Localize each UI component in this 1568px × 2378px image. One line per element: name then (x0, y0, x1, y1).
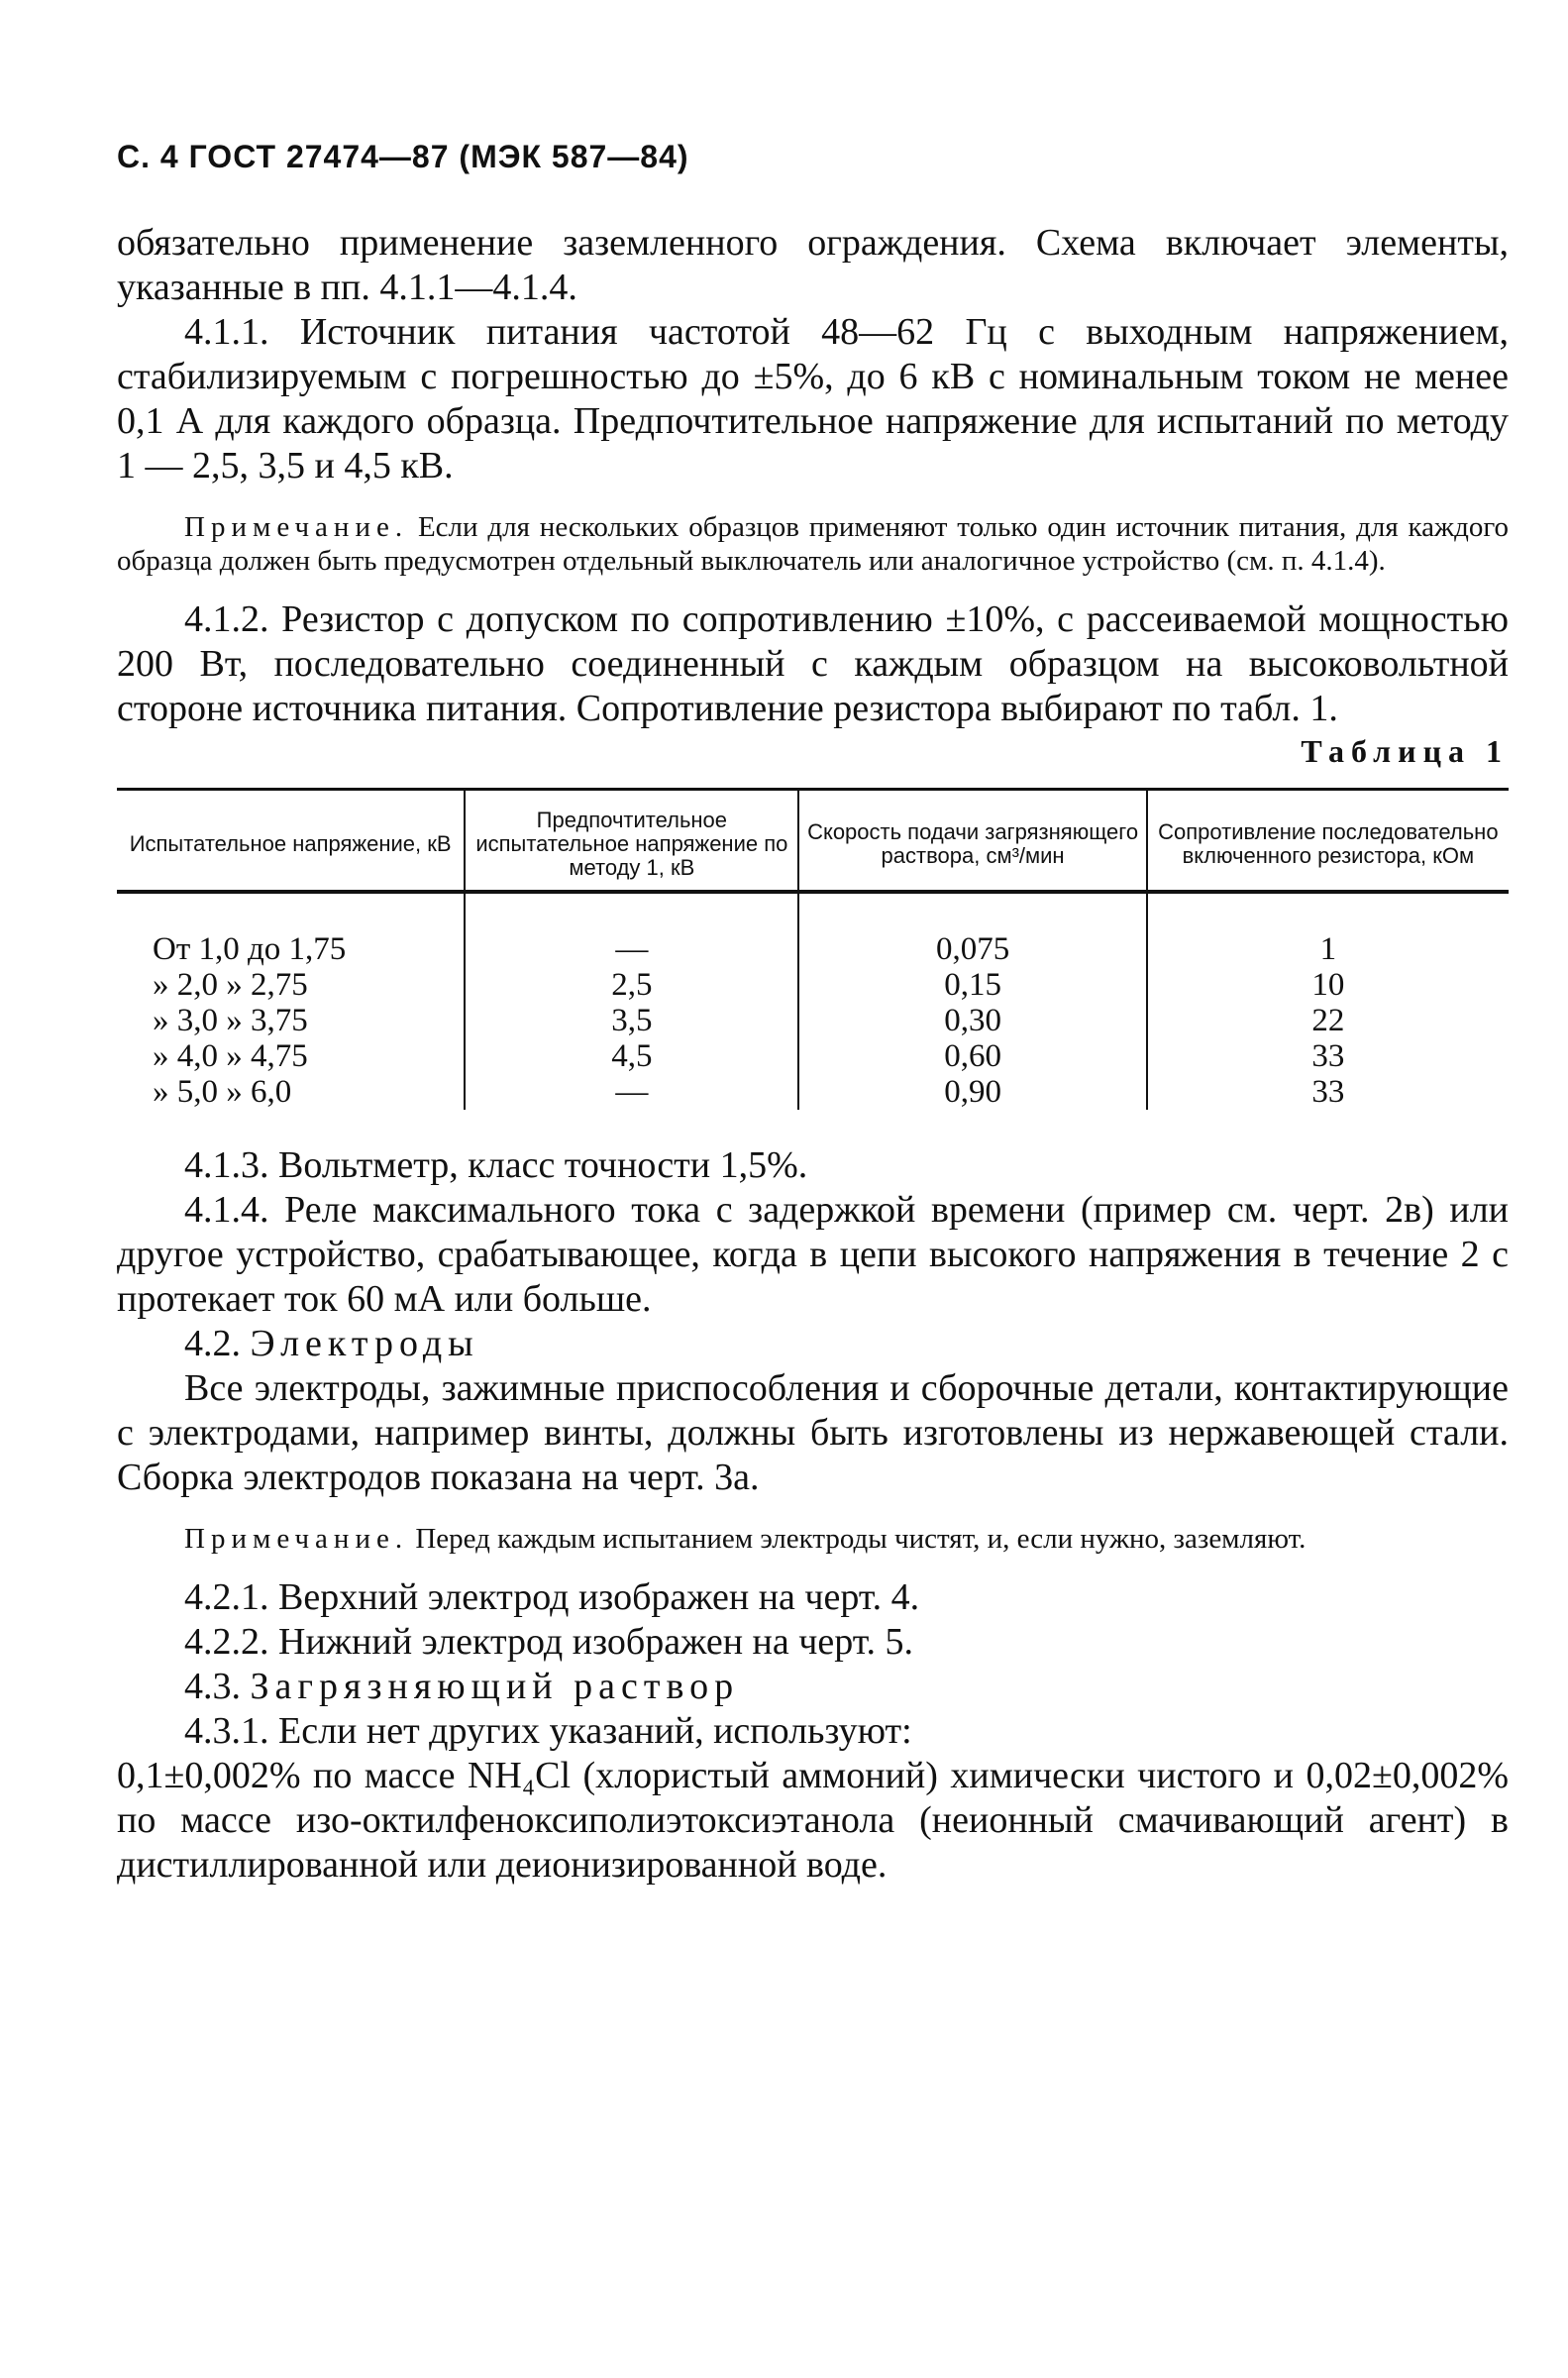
cell-flow: 0,15 (798, 967, 1146, 1003)
table-row (117, 967, 1509, 1003)
note-1-label: Примечание. (184, 511, 409, 543)
cell-voltage: » 4,0 » 4,75 (153, 1038, 308, 1074)
cell-flow: 0,30 (798, 1003, 1146, 1038)
note-1 (117, 510, 1509, 578)
section-4-3-number: 4.3. (184, 1666, 241, 1707)
table-1 (117, 788, 1509, 1110)
cell-preferred: 2,5 (465, 967, 798, 1003)
paragraph-solution: 0,1±0,002% по массе NH₄Cl (хлористый аммоний) химически чистого и 0,02±0,002% по массе изо-октилфеноксиполиэтоксиэтанола (неионный смачивающий агент) в дистиллированной или деионизированной воде. (117, 1755, 1509, 1886)
section-4-3-title: Загрязняющий раствор (250, 1666, 740, 1707)
cell-flow: 0,90 (798, 1074, 1146, 1110)
note-2-label: Примечание. (184, 1523, 409, 1555)
paragraph-4-2-2: 4.2.2. Нижний электрод изображен на черт. 5. (184, 1621, 913, 1663)
cell-voltage: » 3,0 » 3,75 (153, 1003, 308, 1038)
paragraph-intro: обязательно применение заземленного ограждения. Схема включает элементы, указанные в пп. 4.1.1—4.1.4. (117, 222, 1509, 308)
cell-preferred: 3,5 (465, 1003, 798, 1038)
cell-preferred: — (465, 1074, 798, 1110)
paragraph-4-1-1: 4.1.1. Источник питания частотой 48—62 Гц с выходным напряжением, стабилизируемым с погрешностью до ±5%, до 6 кВ с номинальным током не менее 0,1 А для каждого образца. Предпочтительное напряжение для испытаний по методу 1 — 2,5, 3,5 и 4,5 кВ. (117, 311, 1509, 486)
cell-resistance: 33 (1147, 1038, 1509, 1074)
table-row (117, 1003, 1509, 1038)
note-2-text: Перед каждым испытанием электроды чистят, и, если нужно, заземляют. (408, 1523, 1307, 1555)
cell-flow: 0,075 (798, 892, 1146, 967)
paragraph-4-2-1: 4.2.1. Верхний электрод изображен на черт. 4. (184, 1576, 920, 1618)
note-1-text: Если для нескольких образцов применяют только один источник питания, для каждого образца должен быть предусмотрен отдельный выключатель или аналогичное устройство (см. п. 4.1.4). (117, 511, 1509, 577)
cell-voltage: От 1,0 до 1,75 (153, 931, 347, 967)
table-header-resistance: Сопротивление последовательно включенного резистора, кОм (1147, 790, 1509, 893)
cell-preferred: 4,5 (465, 1038, 798, 1074)
table-caption: Таблица 1 (1301, 733, 1509, 769)
cell-flow: 0,60 (798, 1038, 1146, 1074)
cell-resistance: 33 (1147, 1074, 1509, 1110)
table-header-voltage: Испытательное напряжение, кВ (129, 831, 452, 856)
note-2 (117, 1522, 1509, 1556)
section-4-2-title: Электроды (250, 1323, 479, 1364)
table-header-row (117, 790, 1509, 893)
cell-resistance: 1 (1147, 892, 1509, 967)
page-header: С. 4 ГОСТ 27474—87 (МЭК 587—84) (117, 139, 689, 174)
paragraph-4-3-1: 4.3.1. Если нет других указаний, используют: (184, 1710, 912, 1752)
section-4-2-number: 4.2. (184, 1323, 241, 1364)
cell-voltage: » 2,0 » 2,75 (153, 967, 308, 1003)
table-row (117, 1038, 1509, 1074)
paragraph-4-1-2: 4.1.2. Резистор с допуском по сопротивлению ±10%, с рассеиваемой мощностью 200 Вт, последовательно соединенный с каждым образцом на высоковольтной стороне источника питания. Сопротивление резистора выбирают по табл. 1. (117, 598, 1509, 729)
table-row (117, 892, 1509, 967)
table-header-preferred-voltage: Предпочтительное испытательное напряжение по методу 1, кВ (465, 790, 798, 893)
section-4-3-heading (117, 1665, 1509, 1709)
document-page (117, 139, 1509, 1888)
section-4-2-heading (117, 1322, 1509, 1366)
paragraph-4-1-4: 4.1.4. Реле максимального тока с задержкой времени (пример см. черт. 2в) или другое устройство, срабатывающее, когда в цепи высокого напряжения в течение 2 с протекает ток 60 мА или больше. (117, 1189, 1509, 1320)
paragraph-electrodes: Все электроды, зажимные приспособления и сборочные детали, контактирующие с электродами, например винты, должны быть изготовлены из нержавеющей стали. Сборка электродов показана на черт. 3а. (117, 1367, 1509, 1498)
table-header-flow-rate: Скорость подачи загрязняющего раствора, см³/мин (798, 790, 1146, 893)
paragraph-4-1-3: 4.1.3. Вольтметр, класс точности 1,5%. (184, 1144, 808, 1186)
table-row (117, 1074, 1509, 1110)
cell-preferred: — (465, 892, 798, 967)
cell-voltage: » 5,0 » 6,0 (153, 1074, 292, 1110)
cell-resistance: 10 (1147, 967, 1509, 1003)
cell-resistance: 22 (1147, 1003, 1509, 1038)
